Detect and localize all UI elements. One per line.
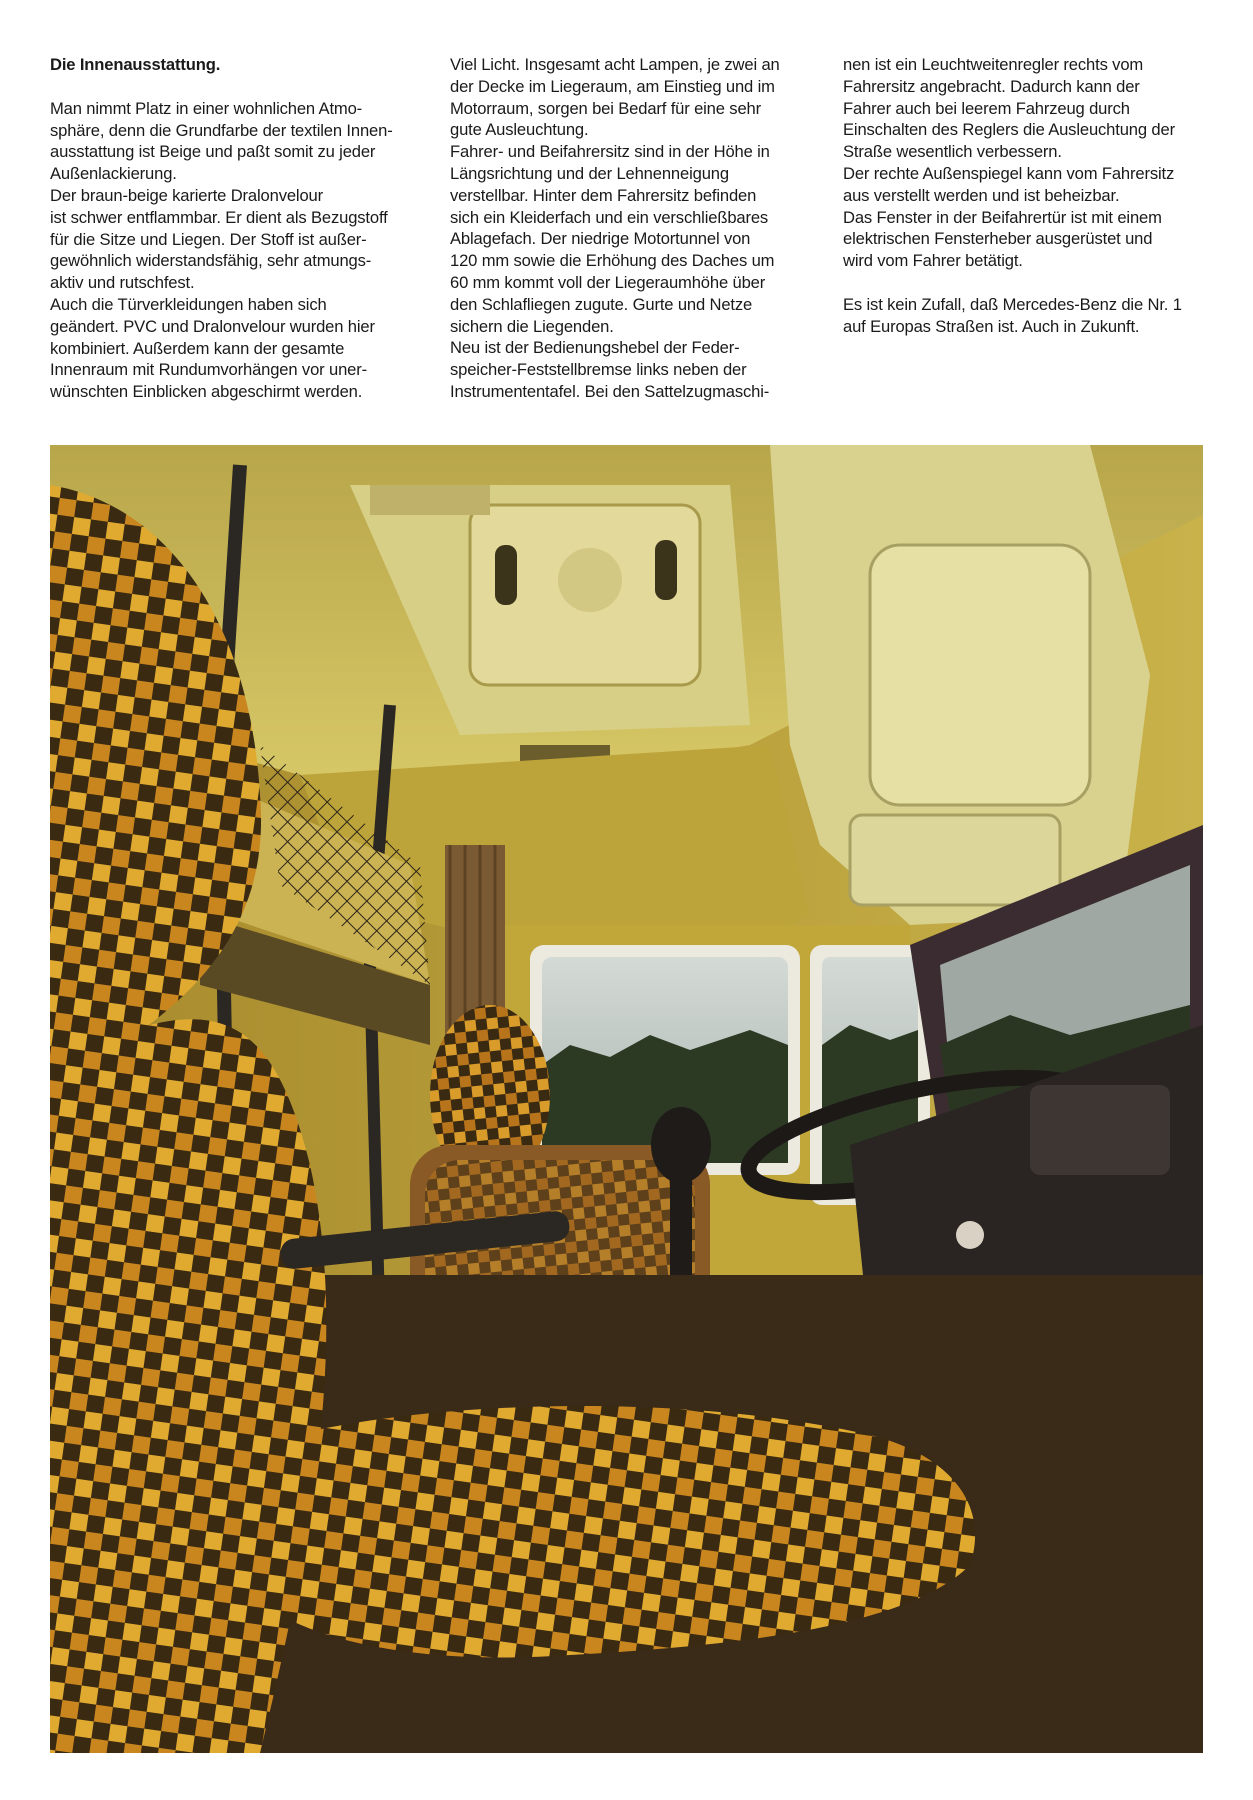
closing-statement: Es ist kein Zufall, daß Mercedes-Benz die Nr. 1 auf Europas Straßen ist. Auch in Zukunft. [843,294,1182,336]
section-heading: Die Innenausstattung. [50,55,221,74]
text-column-3 [843,54,1215,338]
text-column-2 [450,54,822,403]
cab-interior-photo [50,445,1203,1753]
text-column-1 [50,54,422,403]
paragraph-controls: nen ist ein Leuchtweitenregler rechts vom Fahrersitz angebracht. Dadurch kann der Fahrer auch bei leerem Fahrzeug durch Einschalten des Reglers die Ausleuchtung der Straße wesentlich verbessern. Der rechte Außenspiegel kann vom Fahrersitz aus verstellt werden und ist beheizbar. Das Fenster in der Beifahrertür ist mit einem elektrischen Fensterheber ausgerüstet und wird vom Fahrer betätigt. [843,55,1175,271]
paragraph-interior: Man nimmt Platz in einer wohnlichen Atmo- sphäre, denn die Grundfarbe der textilen Innen- ausstattung ist Beige und paßt somit zu jeder Außenlackierung. Der braun-beige karierte Dralonvelour ist schwer entflammbar. Er dient als Bezugstoff für die Sitze und Liegen. Der Stoff ist außer- gewöhnlich widerstandsfähig, sehr atmungs- aktiv und rutschfest. Auch die Türverkleidungen haben sich geändert. PVC und Dralonvelour wurden hier kombiniert. Außerdem kann der gesamte Innenraum mit Rundumvorhängen vor uner- wünschten Einblicken abgeschirmt werden. [50,98,393,402]
paragraph-lighting-seats: Viel Licht. Insgesamt acht Lampen, je zwei an der Decke im Liegeraum, am Einstieg und im Motorraum, sorgen bei Bedarf für eine sehr gute Ausleuchtung. Fahrer- und Beifahrersitz sind in der Höhe in Längsrichtung und der Lehnenneigung verstellbar. Hinter dem Fahrersitz befinden sich ein Kleiderfach und ein verschließbares Ablagefach. Der niedrige Motortunnel von 120 mm sowie die Erhöhung des Daches um 60 mm kommt voll der Liegeraumhöhe über den Schlafliegen zugute. Gurte und Netze sichern die Liegenden. Neu ist der Bedienungshebel der Feder- speicher-Feststellbremse links neben der Instrumententafel. Bei den Sattelzugmaschi- [450,55,780,401]
cab-interior-illustration [50,445,1203,1753]
